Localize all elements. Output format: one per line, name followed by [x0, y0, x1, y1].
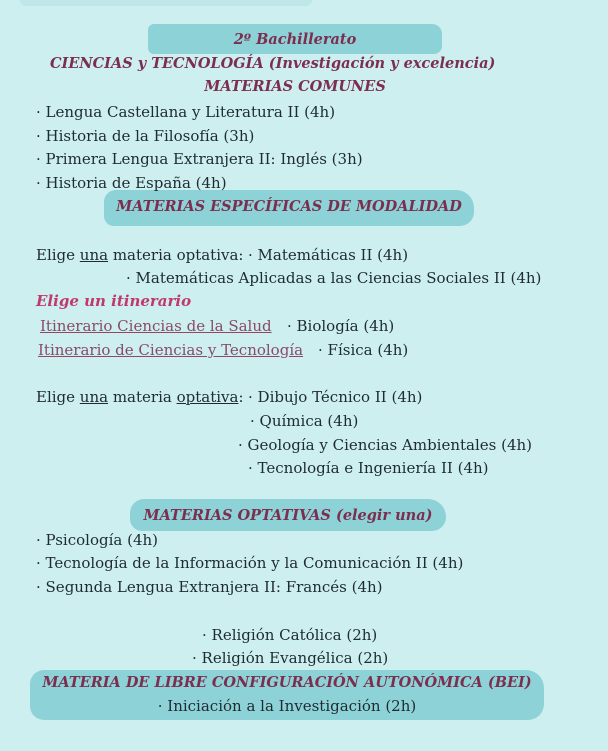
- choose-prefix: Elige: [36, 388, 80, 406]
- specific-choose-line: [36, 246, 243, 264]
- top-decoration: [20, 0, 312, 6]
- optativa-item: · Segunda Lengua Extranjera II: Francés (4h): [36, 578, 383, 596]
- choose-word: una: [79, 388, 109, 406]
- specific-option: · Matemáticas II (4h): [248, 246, 409, 264]
- choose-middle: materia: [108, 388, 177, 406]
- optional-option: · Química (4h): [250, 412, 359, 430]
- common-subject: · Primera Lengua Extranjera II: Inglés (3h): [36, 150, 363, 168]
- common-heading: MATERIAS COMUNES: [204, 78, 386, 95]
- religion-item: · Religión Evangélica (2h): [192, 649, 389, 667]
- specific-heading: MATERIAS ESPECÍFICAS DE MODALIDAD: [116, 198, 462, 215]
- optional-option: · Tecnología e Ingeniería II (4h): [248, 459, 489, 477]
- itinerary-tech-subject: · Física (4h): [318, 341, 409, 359]
- optional-option: · Geología y Ciencias Ambientales (4h): [238, 436, 533, 454]
- optativa-item: · Psicología (4h): [36, 531, 158, 549]
- common-subject: · Historia de la Filosofía (3h): [36, 127, 255, 145]
- common-subject: · Historia de España (4h): [36, 174, 227, 192]
- optional-option: · Dibujo Técnico II (4h): [248, 388, 423, 406]
- optional-choose-line: [36, 388, 244, 406]
- itinerary-tech-link[interactable]: Itinerario de Ciencias y Tecnología: [38, 341, 304, 359]
- track-title: CIENCIAS y TECNOLOGÍA (Investigación y excelencia): [50, 55, 496, 72]
- itinerary-heading: Elige un itinerario: [36, 292, 192, 310]
- choose-suffix: materia optativa:: [108, 246, 244, 264]
- itinerary-health-subject: · Biología (4h): [287, 317, 395, 335]
- course-title: 2º Bachillerato: [233, 31, 357, 48]
- optativa-item: · Tecnología de la Información y la Comunicación II (4h): [36, 554, 464, 572]
- specific-option: · Matemáticas Aplicadas a las Ciencias Sociales II (4h): [126, 269, 542, 287]
- free-item: · Iniciación a la Investigación (2h): [157, 697, 417, 715]
- common-subject: · Lengua Castellana y Literatura II (4h): [36, 103, 336, 121]
- choose-word: una: [79, 246, 109, 264]
- optativas-heading: MATERIAS OPTATIVAS (elegir una): [143, 507, 433, 524]
- choose-word-optativa: optativa: [176, 388, 239, 406]
- choose-suffix: :: [238, 388, 244, 406]
- religion-item: · Religión Católica (2h): [202, 626, 378, 644]
- choose-prefix: Elige: [36, 246, 80, 264]
- itinerary-health-link[interactable]: Itinerario Ciencias de la Salud: [40, 317, 272, 335]
- free-heading: MATERIA DE LIBRE CONFIGURACIÓN AUTONÓMICA (BEI): [42, 674, 532, 691]
